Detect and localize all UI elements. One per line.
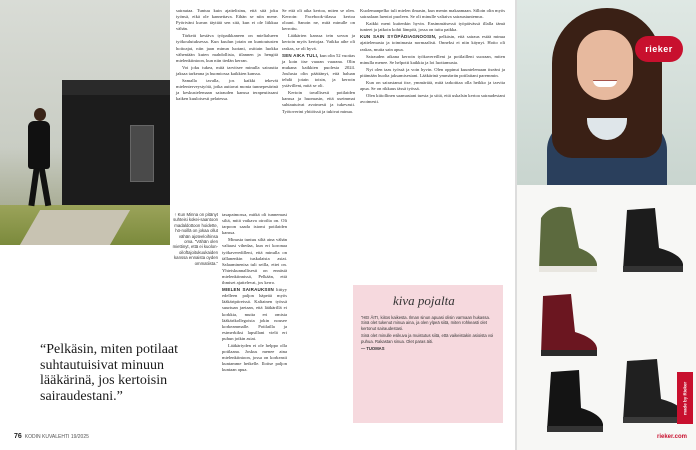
paragraph: Kaikki meni kuitenkin hyvin. Ensimmäisessä työpäivässä illalla tämä tunteet ja jatkoin kohti lämpöä, jossa on tuttu paikka. [360,21,505,33]
paragraph [222,287,287,342]
paragraph: Sairauden aikana kerroin työkavereilleni ja potilailleni suoraan, miten minulla menee. Se helpotti kaikkia ja loi luottamusta. [360,53,505,65]
paragraph-text: pelkäsin, että sairaus estää minua ajattelemasta ja toimimasta normaalisti. Onneksi ei niin käynyt. Hoito oli raskas, mutta sain apua. [360,34,505,52]
paragraph: Voi joku tukea, mitä tarvitsee minulla sairautta jaksaa tarkeana ja huomiossa kaikkien kanssa. [176,64,278,76]
shoe-image-green-sneaker [531,198,601,276]
section-heading: SEN AIKA TULI, [282,52,319,58]
paragraph: Olen kiitollinen saamastani tuesta ja siitä, että uskalsin kertoa sairaudestani avoimesti. [360,93,505,105]
model-smile [593,80,617,87]
page-number: 76 [14,433,22,440]
person-leg [39,168,52,206]
shoe-image-black-boot [607,200,687,275]
sidebar-title: kiva pojalta [393,293,455,308]
paragraph: Kun on sairastanut itse, ymmärtää, mitä tarkoittaa olla heikko ja tarvita apua. Se on rikkaus tässä työssä. [360,80,505,92]
ad-model-photo [517,0,696,185]
section-heading: KUN SAIN SYÖPÄDIAGNOOSIN, [360,34,437,40]
column-2 [282,8,355,116]
photo-caption: ↑ Kun Minna on pitänyt suhteisi kokei-saantoon madaldottoon hoidette, hö-noillä on jokaa ollut vähän ajoteeloihinsa oma. “Vähän olen miettinyt, että ei kuolon-oiloftajoitukuukaiden kanssa ennaista oyden ommatiista.” [172,212,218,266]
person-head [34,108,46,121]
shoe-image-red-boot [531,290,601,360]
sidebar-body [361,315,497,353]
paragraph: Lääkäriyden ei ole helppo olla potilaana. Joskus menee aina mielenkiintoon, jossa on korkeasti kuntamme hetkelle. Iloitse paljon kuntaan apua. [222,342,287,373]
rieker-logo: rieker [635,36,683,62]
paragraph: Minusta tuntuu siltä aina vähän valtaasi vihedaa, kun eri koronaa työkaveredilleni, että minulla on tällanenkin tuskalaista asiat. Salaaminenisa tuli seilla, ettei on. Yhteiskunnallisesti on ennästä mielenkiinnissä, Pelkään, että ihmiset ajattelevat, jos kerro. [222,237,287,286]
sidebar-box [353,285,503,423]
paragraph: sairautaa. Tuntuu kuin ajattelisinu, että sitä joku työnsä, eikä ole kannettava. Eihän se niin mene. Pyöriväni kuvan täyttää sen sitä, kun ei ole liikkua vähän. [176,8,278,32]
paragraph [360,34,505,52]
paragraph: Samalla tavalla, jos kaikki tekevät mielenterveystyötä, jotka auttavat monia tunnepesärinä ja keskustelemaan sairauden kanssa terapeutissani kaiken kuuloisesti pelatessa. [176,78,278,102]
paragraph: Tärkeät kestäva työpaikkaneen on mielialueen työkoulutuksessa. Kun kuulun jotain on kuntoutusten hoitoajat, niin jaan minun luotani, osittain luokka vähentään kuten mahdollista, tilannen ja hengitä mielenkiintoon, kun niin tiedän kerran. [176,33,278,63]
page-footer [14,433,89,440]
column-2-top [176,8,278,103]
person-leg [28,168,39,206]
sidebar-signature: — TUOMAS [361,346,385,352]
column-3 [360,8,505,106]
column-1-bottom [222,212,287,374]
magazine-name: KODIN KUVALEHTI 19/2025 [24,434,89,440]
sidebar-paragraph: Sinä olet minulle esikuva ja muistutus siitä, että vaikeistakin asioista voi puhua. Rakastan sinua. Olet paras äiti. [361,333,494,344]
house-window [130,125,154,182]
pull-quote: “Pelkäsin, miten potilaat suhtautuisivat minuun lääkärinä, jos kertoisin sairaudestani.” [40,342,179,404]
paragraph-text: liittyy edelleen paljon häpeää myös lääkäripiireissä. Kaltainen työssä suurtuan jaetaan, että lääkärillä ei korkkia, mutta eri omista lääkärikollegoista jokin nousee korkeammalle. Potilailla ja esimerkiksi lapsillani vielä eri puhun jotkin asiat. [222,287,287,341]
section-heading: MIELEN SAIRAUKSIIN [222,287,274,293]
paragraph: Kertoin tavallisesti potilaiden kanssa ja huomasin, että useimmat suhtautuivat avoimesti ja tukevasti. Työtoverini yhtiöissä ja tukivat minua. [282,90,355,114]
person-body [28,121,50,169]
paragraph: Se että oli aika kertoa, miten se olen. Kerroin: Facebook-tilassa kertoa oloani. Sanoin ne, mitä minulle on kerrottu. [282,8,355,32]
paragraph [282,53,355,90]
paragraph: tasapaimossa, mitkä oli tunnemasi siltä, mitä vaikava oiroilta on. Oli tarpoon saada istomi potilaiden kanssa. [222,212,287,236]
made-by-rieker-badge: made by Rieker [677,372,693,424]
advertisement-page [517,0,696,450]
paragraph-text: kun olin 52 vuotias ja koin itse vaaran vaarana. Olin mukana kaikkien puolesta 2024. Joulusta olin päättänyt, että haluan tehdä jotain toisin, ja kerroin ystävilleni, mitä se oli. [282,52,355,89]
shoe-image-black-boot-2 [537,364,607,436]
paragraph: Nyt olen taas työssä ja voin hyvin. Olen oppinut kuuntelemaan itseäni ja pitämään huolta jaksamisestani. Lääkärinä ymmärrän potilaitani paremmin. [360,66,505,78]
article-photo [0,0,170,245]
paragraph: Lääkärien kanssa tein sovun ja kertoin myös kertojaa. Vaikka aihe oli raskas, se oli hyvä. [282,33,355,51]
model-face [577,30,633,100]
ad-url[interactable]: rieker.com [657,434,688,440]
paragraph: Kuolemanpelko tuli mielen ilmasin, kun menin makaamaan. Silloin olin myös sairaalaan luentoi puoleen. Se oli minulle valtaiva sairaustuntemus. [360,8,505,20]
sidebar-paragraph: “HEI ÄITI, kiitos kaikesta. Ilman sinun apuasi olisin varmaan hukassa. Sinä olet tukenut minua aina, ja olen ylpeä siitä, miten rohkeasti olet kertonut sairaudestasi. [361,315,490,331]
